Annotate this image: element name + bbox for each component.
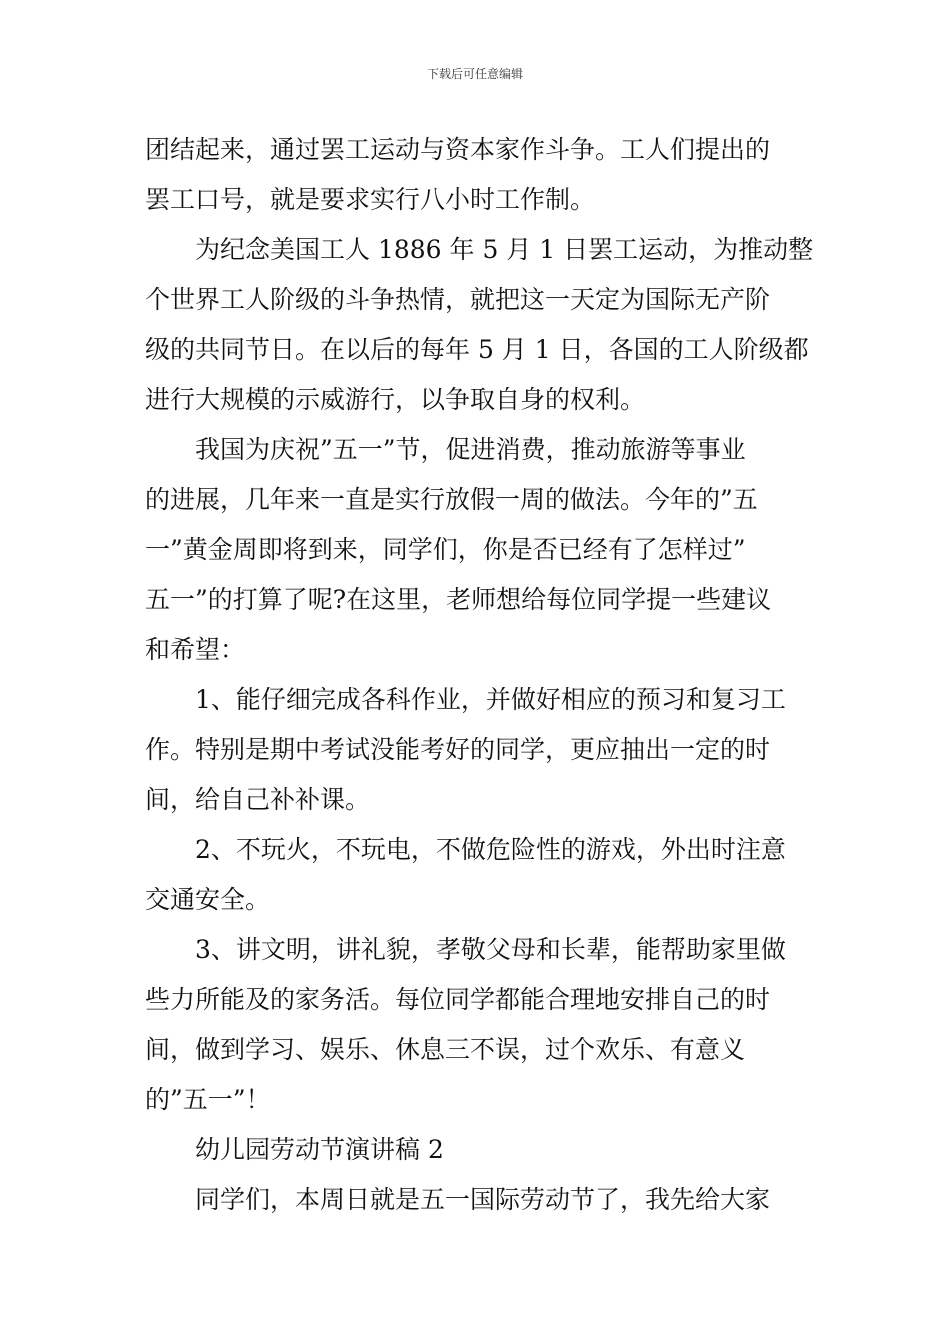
text-line: 间，给自己补补课。: [145, 785, 371, 814]
text-line: 交通安全。: [145, 885, 271, 914]
text-line: 同学们，本周日就是五一国际劳动节了，我先给大家: [195, 1185, 771, 1214]
text-line: 进行大规模的示威游行，以争取自身的权利。: [145, 385, 646, 414]
text-line: 作。特别是期中考试没能考好的同学，更应抽出一定的时: [145, 735, 771, 764]
text-line: 2、不玩火，不玩电，不做危险性的游戏，外出时注意: [195, 835, 786, 864]
text-line: 的进展，几年来一直是实行放假一周的做法。今年的”五: [145, 485, 758, 514]
text-line: 为纪念美国工人 1886 年 5 月 1 日罢工运动，为推动整: [195, 235, 814, 264]
text-line: 级的共同节日。在以后的每年 5 月 1 日，各国的工人阶级都: [145, 335, 809, 364]
text-line: 罢工口号，就是要求实行八小时工作制。: [145, 185, 596, 214]
text-line: 和希望：: [145, 635, 246, 664]
page-header: 下载后可任意编辑: [426, 67, 523, 81]
text-line: 团结起来，通过罢工运动与资本家作斗争。工人们提出的: [145, 135, 771, 164]
text-line: 的”五一”！: [145, 1085, 271, 1114]
text-line: 个世界工人阶级的斗争热情，就把这一天定为国际无产阶: [145, 285, 771, 314]
text-line: 些力所能及的家务活。每位同学都能合理地安排自己的时: [145, 985, 771, 1014]
text-line: 一”黄金周即将到来，同学们，你是否已经有了怎样过”: [145, 535, 746, 564]
text-line: 1、能仔细完成各科作业，并做好相应的预习和复习工: [195, 685, 786, 714]
text-line: 间，做到学习、娱乐、休息三不误，过个欢乐、有意义: [145, 1035, 746, 1064]
text-line: 五一”的打算了呢?在这里，老师想给每位同学提一些建议: [145, 585, 772, 614]
text-line: 3、讲文明，讲礼貌，孝敬父母和长辈，能帮助家里做: [195, 935, 786, 964]
text-line: 我国为庆祝”五一”节，促进消费，推动旅游等事业: [195, 435, 746, 464]
section-heading: 幼儿园劳动节演讲稿 2: [195, 1135, 444, 1164]
